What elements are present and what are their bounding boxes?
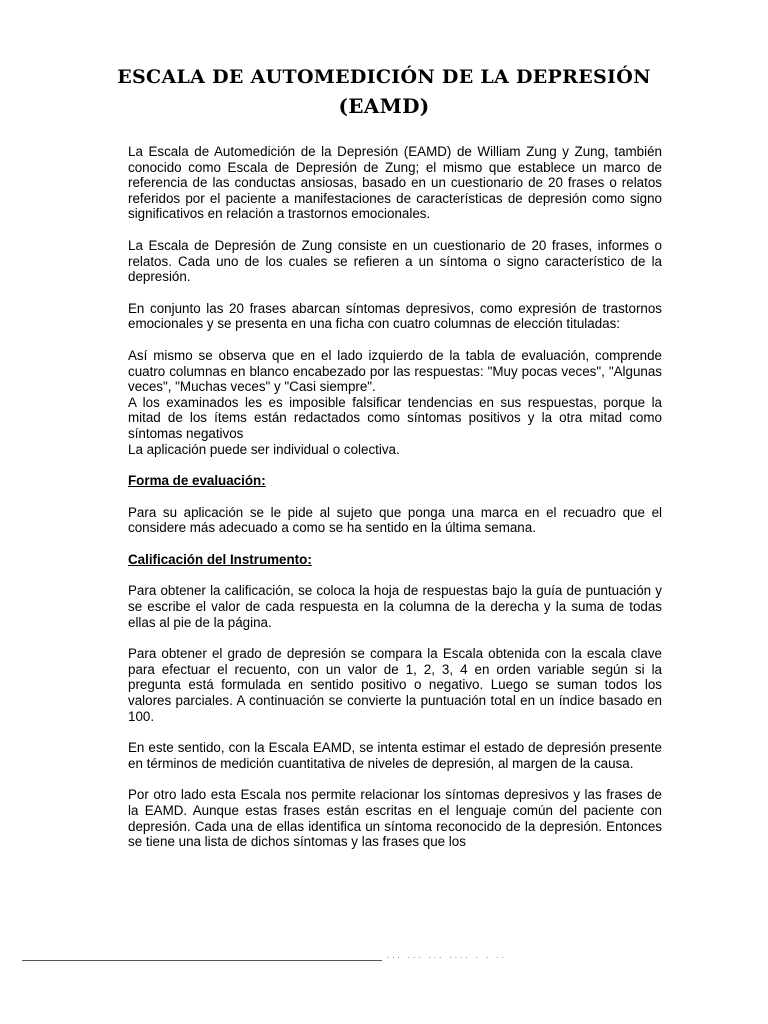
paragraph-grado-depresion: Para obtener el grado de depresión se compara la Escala obtenida con la escala clave para efectuar el recuento, con un valor de 1, 2, 3, 4 en orden variable según si la pregunta está formulada en sentido positivo o negativo. Luego se suman todos los valores parciales. A continuación se convierte la puntuación total en un índice basado en 100. xyxy=(128,646,662,724)
paragraph-falsify: A los examinados les es imposible falsificar tendencias en sus respuestas, porque la mitad de los ítems están redactados como síntomas positivos y la otra mitad como síntomas negativos xyxy=(128,394,662,441)
paragraph-columns: Así mismo se observa que en el lado izquierdo de la tabla de evaluación, comprende cuatro columnas en blanco encabezado por las respuestas: "Muy pocas veces", "Algunas veces", "Muchas veces" y "Casi siempre". xyxy=(128,347,662,395)
footer-divider xyxy=(22,960,382,961)
heading-calificacion: Calificación del Instrumento: xyxy=(128,551,312,567)
document-subtitle: (EAMD) xyxy=(338,94,430,118)
paragraph-calificacion: Para obtener la calificación, se coloca la hoja de respuestas bajo la guía de puntuación y se escribe el valor de cada respuesta en la columna de la derecha y la suma de todas ellas al pie de la página. xyxy=(128,583,662,630)
paragraph-zung-description: La Escala de Depresión de Zung consiste en un cuestionario de 20 frases, informes o relatos. Cada uno de los cuales se refieren a un síntoma o signo característico de la depresión. xyxy=(128,237,662,285)
paragraph-intro: La Escala de Automedición de la Depresión (EAMD) de William Zung y Zung, también conocido como Escala de Depresión de Zung; el mismo que establece un marco de referencia de las conductas ansiosas, basado en un cuestionario de 20 frases o relatos referidos por el paciente a manifestaciones de características de depresión como signo significativos en relación a trastornos emocionales. xyxy=(128,144,662,222)
paragraph-symptoms: En conjunto las 20 frases abarcan síntomas depresivos, como expresión de trastornos emocionales y se presenta en una ficha con cuatro columnas de elección tituladas: xyxy=(128,300,662,332)
document-title: ESCALA DE AUTOMEDICIÓN DE LA DEPRESIÓN xyxy=(117,66,651,88)
paragraph-relation-symptoms: Por otro lado esta Escala nos permite relacionar los síntomas depresivos y las frases de la EAMD. Aunque estas frases están escritas en el lenguaje común del paciente con depresión. Cada una de ellas identifica un síntoma reconocido de la depresión. Entonces se tiene una lista de dichos síntomas y las frases que los xyxy=(128,787,662,850)
document-body xyxy=(128,144,662,866)
paragraph-application: La aplicación puede ser individual o colectiva. xyxy=(128,441,400,457)
heading-forma-evaluacion: Forma de evaluación: xyxy=(128,473,266,489)
paragraph-forma-evaluacion: Para su aplicación se le pide al sujeto que ponga una marca en el recuadro que el considere más adecuado a como se ha sentido en la última semana. xyxy=(128,504,662,536)
footer-text: ··· ··· ··· ···· · · ·· xyxy=(386,954,506,962)
paragraph-eamd-estimate: En este sentido, con la Escala EAMD, se intenta estimar el estado de depresión presente en términos de medición cuantitativa de niveles de depresión, al margen de la causa. xyxy=(128,740,662,771)
